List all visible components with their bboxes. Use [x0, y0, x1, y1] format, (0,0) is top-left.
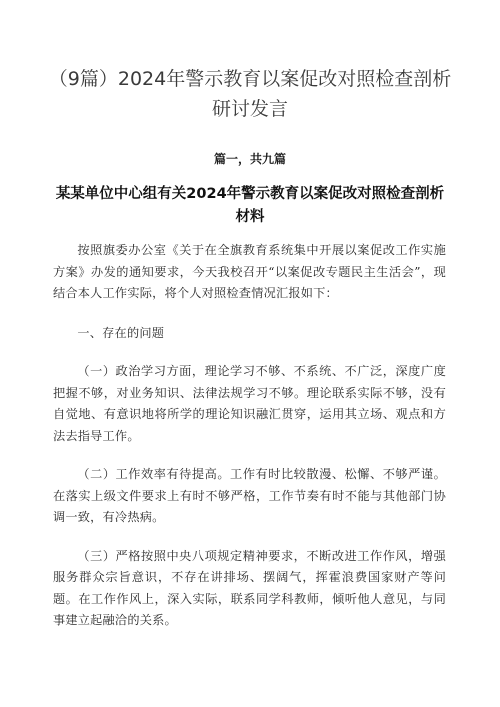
section-heading-problems: 一、存在的问题: [77, 325, 165, 340]
paragraph-work-style: （三）严格按照中央八项规定精神要求，不断改进工作作风，增强服务群众宗旨意识，不存在讲排场、摆阔气，挥霍浪费国家财产等问题。在工作作风上，深入实际，联系同学科教师，倾听他人意见，与同事建立起融洽的关系。: [53, 548, 446, 627]
document-title: （9篇）2024年警示教育以案促改对照检查剖析研讨发言: [48, 68, 452, 120]
paragraph-political-study: （一）政治学习方面，理论学习不够、不系统、不广泛，深度广度把握不够，对业务知识、法律法规学习不够。理论联系实际不够，没有自觉地、有意识地将所学的理论知识融汇贯穿，运用其立场、观点和方法去指导工作。: [53, 364, 446, 443]
paragraph-work-efficiency: （二）工作效率有待提高。工作有时比较散漫、松懈、不够严谨。在落实上级文件要求上有时不够严格，工作节奏有时不能与其他部门协调一致，有冷热病。: [53, 467, 446, 524]
part-heading: 篇一，共九篇: [213, 152, 286, 166]
document-body: [53, 240, 446, 632]
intro-paragraph: 按照旗委办公室《关于在全旗教育系统集中开展以案促改工作实施方案》办发的通知要求，今天我校召开“以案促改专题民主生活会”，现结合本人工作实际，将个人对照检查情况汇报如下：: [53, 243, 446, 300]
section-title: 某某单位中心组有关2024年警示教育以案促改对照检查剖析材料: [55, 186, 445, 225]
